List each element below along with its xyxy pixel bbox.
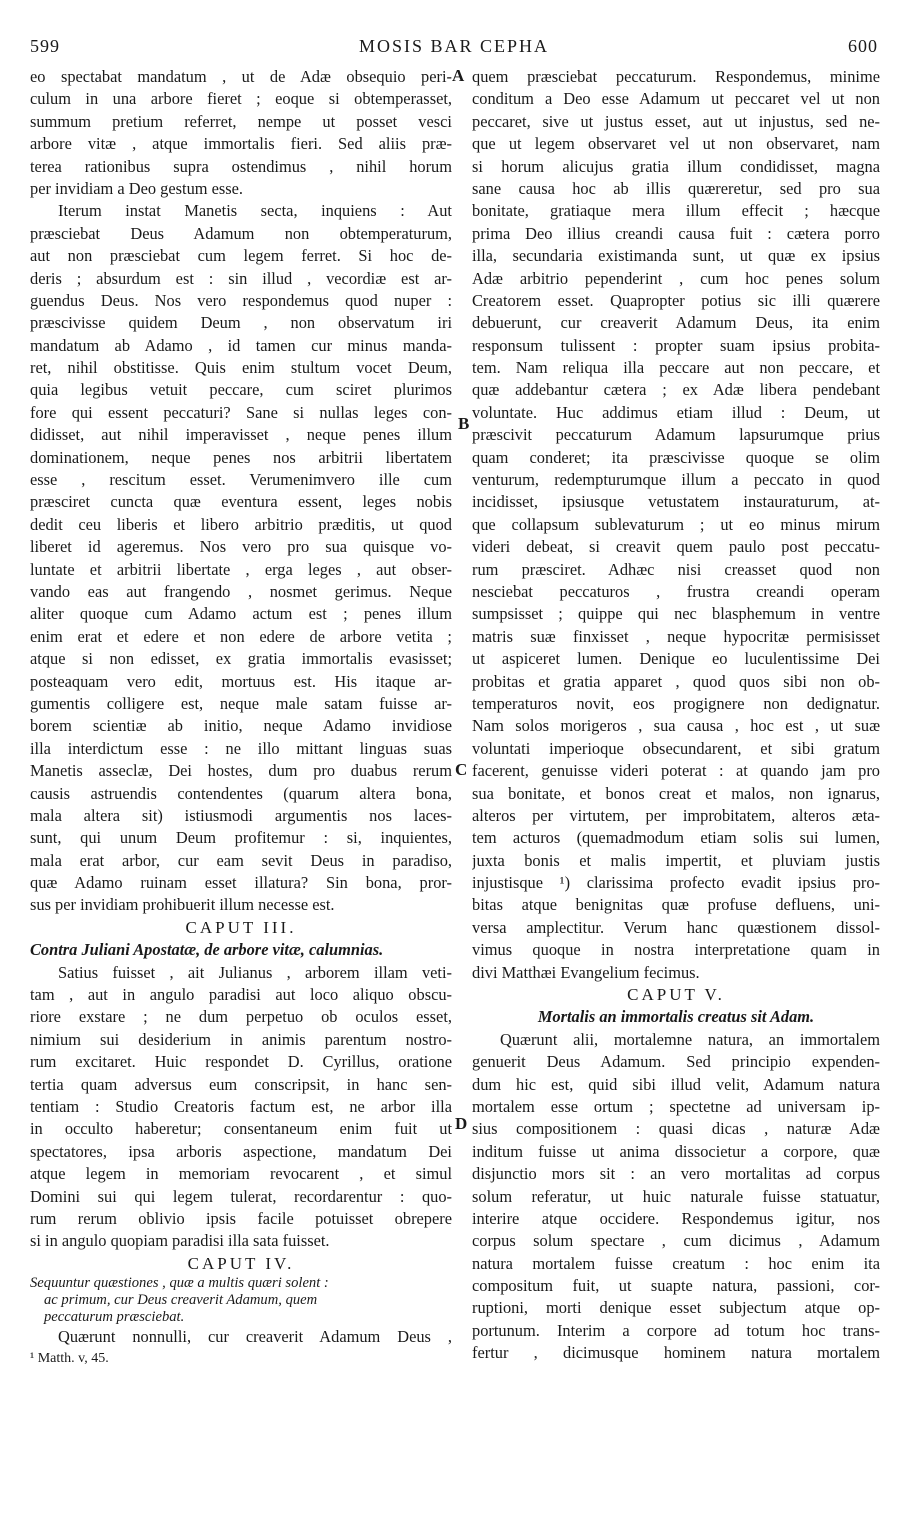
left-column-text-line: culum in una arbore fieret ; eoque si obtemperasset, [30,89,452,109]
right-column-text-line: Creatorem esset. Quapropter potius sic illi quærere [472,290,880,310]
right-column-text-line: sane causa hoc ab illis quæreretur, sed pro sua [472,178,880,198]
right-column-text-line: Quærunt alii, mortalemne natura, an immortalem [500,1029,880,1049]
right-column-text-line: prima Deo illius creandi causa fuit : cætera porro [472,223,880,243]
left-column-text-line: mandatum ab Adamo , id tamen cur minus manda- [30,335,452,355]
left-column-text-line: tertia quam adversus eum conscripsit, in hanc sen- [30,1074,452,1094]
left-column-text-line: quia legibus vetuit peccare, cum sciret plurimos [30,380,452,400]
right-column-text-line: quem præsciebat peccaturum. Respondemus, minime [472,67,880,86]
right-column-text-line: vimus quoque in nostra interpretatione quam in [472,940,880,960]
left-column-text-line: tam , aut in angulo paradisi aut loco aliquo obscu- [30,985,452,1005]
margin-marker-a: A [452,66,465,85]
right-column-text-line: videri debeat, si creavit quem paulo post peccatu- [472,537,880,557]
left-column-text-line: rum excitaret. Huic respondet D. Cyrillus, oratione [30,1052,452,1072]
right-column-text-line: corpus solum spectare , cum dicimus , Adamum [472,1231,880,1251]
left-column [30,66,452,1371]
right-column-text-line: bitas atque benignitas quæ profuse defluens, uni- [472,895,880,915]
left-column-text-line: si in angulo quopiam paradisi illa sata fuisset. [30,1231,330,1251]
left-column-text-line: tentiam : Studio Creatoris factum est, ne arbor illa [30,1096,452,1116]
right-column-text-line: responsum tulissent : propter suam ipsius probita- [472,335,880,355]
left-column-text-line: Iterum instat Manetis secta, inquiens : Aut [58,201,452,221]
left-column-text-line: atque si non edisset, ex gratia immortalis evasisset; [30,649,452,669]
left-column-text-line: illa interdictum esse : ne illo mittant linguas suas [30,738,452,758]
left-column-text-line: quæ Adamo ruinam esset illatura? Sin bona, pror- [30,873,452,893]
right-column-text-line: sumpsisset ; quippe qui nec blasphemum in ventre [472,604,880,624]
left-column-text-line: ret, nihil obstitisse. Quis enim stultum vocet Deum, [30,358,452,378]
left-column-text-line: præsciebat Deus Adamum non obtemperaturum, [30,223,452,243]
chapter-heading: CAPUT V. [627,985,725,1005]
right-column-text-line: sius compositionem : quasi dicas , naturæ Adæ [472,1119,880,1139]
right-column-text-line: incidisset, ipsiusque vetustatem instauraturum, at- [472,492,880,512]
right-column-text-line: tem acturos (quemadmodum etiam solis sui lumen, [472,828,880,848]
chapter-subtitle: peccaturum præsciebat. [44,1309,185,1326]
right-column-text-line: voluntati imperioque obsecundarent, et sibi gratum [472,738,880,758]
left-column-text-line: Quærunt nonnulli, cur creaverit Adamum Deus , [58,1327,452,1347]
right-column-text-line: peccaret, sive ut justus esset, aut ut injustus, sed ne- [472,111,880,131]
left-column-text-line: atque legem in memoriam revocarent , et simul [30,1164,452,1184]
right-column-text-line: rum præsciret. Adhæc nisi creasset quod non [472,559,880,579]
right-column-text-line: fertur , dicimusque hominem natura mortalem [472,1343,880,1363]
right-column-text-line: tem. Nam reliqua illa peccare aut non peccare, et [472,358,880,378]
right-column-text-line: interire atque occidere. Respondemus igitur, nos [472,1208,880,1228]
right-column-text-line: voluntate. Huc addimus etiam illud : Deum, ut [472,402,880,422]
left-column-text-line: sus per invidiam prohibuerit illum necesse est. [30,895,335,915]
right-column-text-line: injustisque ¹) clarissima profecto evadit ipsius pro- [472,873,880,893]
left-column-text-line: guendus Deus. Nos vero respondemus quod nuper : [30,290,452,310]
right-column-text-line: que ut legem observaret vel ut non observaret, nam [472,134,880,154]
margin-marker-b: B [458,414,470,433]
left-column-text-line: liberet id ageremus. Nos vero pro sua quisque vo- [30,537,452,557]
right-column-text-line: solum referatur, ut huic naturale fuisse statuatur, [472,1186,880,1206]
left-column-text-line: spectatores, ipsa arboris aspectione, mandatum Dei [30,1141,452,1161]
right-column-text-line: versa amplectitur. Verum hanc quæstionem dissol- [472,917,880,937]
right-column-text-line: probitas et gratia apparet , quod quos sibi non ob- [472,671,880,691]
left-column-text-line: fore qui essent peccaturi? Sane si nullas leges con- [30,402,452,422]
left-column-text-line: luntate et arbitrii libertate , erga leges , aut obser- [30,559,452,579]
right-column-text-line: Nam solos morigeros , sua causa , hoc est , ut suæ [472,716,880,736]
left-column-text-line: rum rerum oblivio ipsis facile potuisset obrepere [30,1208,452,1228]
left-column-text-line: in occulto haberetur; consentaneum enim fuit ut [30,1119,452,1139]
left-column-text-line: Satius fuisset , ait Julianus , arborem illam veti- [58,962,452,982]
left-column-text-line: dominationem, neque penes nos arbitrii libertatem [30,447,452,467]
right-column-text-line: natura mortalem fuisse creatum : hoc enim ita [472,1253,880,1273]
right-column-text-line: compositum fuit, ut suapte natura, passioni, cor- [472,1276,880,1296]
left-column-text-line: eo spectabat mandatum , ut de Adæ obsequio peri- [30,67,452,86]
left-column-text-line: arbore vitæ , atque immortalis fieri. Sed aliis præ- [30,134,452,154]
right-column-text-line: Adæ arbitrio pependerint , cum hoc penes solum [472,268,880,288]
margin-marker-c: C [455,760,468,779]
right-column-text-line: si horum alicujus gratia illum condidisset, magna [472,156,880,176]
right-column-text-line: matris suæ finxisset , neque hypocritæ permisisset [472,626,880,646]
right-column-text-line: temperaturos novit, eos progignere non dedignatur. [472,693,880,713]
page-number-right: 600 [848,36,878,56]
left-column-text-line: summum pretium referret, nempe ut posset vesci [30,111,452,131]
right-column-text-line: venturum, redempturumque illum a peccato in quod [472,470,880,490]
right-column-text-line: mortalem esse ortum ; spectetne ad universam ip- [472,1096,880,1116]
page-header [30,36,878,60]
right-column-text-line: ut aspiceret lumen. Denique eo luculentissime Dei [472,649,880,669]
right-column-text-line: præscivit peccaturum Adamum lapsurumque prius [472,425,880,445]
chapter-subtitle: ac primum, cur Deus creaverit Adamum, quem [44,1292,318,1309]
left-column-text-line: dedit ceu liberis et libero arbitrio præditis, ut quod [30,514,452,534]
right-column-text-line: quam conderet; ita præscivisse quoque se olim [472,447,880,467]
left-column-text-line: nimium sui desiderium in animis parentum nostro- [30,1029,452,1049]
margin-marker-d: D [455,1114,468,1133]
left-column-text-line: Domini sui qui legem tulerat, recordarentur : quo- [30,1186,452,1206]
right-column-text-line: debuerunt, cur creaverit Adamum Deus, ita enim [472,313,880,333]
right-column-text-line: genuerit Deus Adamum. Sed principio expenden- [472,1052,880,1072]
chapter-heading: CAPUT IV. [187,1253,295,1273]
left-column-text-line: mala erat arbor, cur eam sevit Deus in paradiso, [30,850,452,870]
left-column-text-line: borem scientiæ ab initio, neque Adamo invidiose [30,716,452,736]
right-column-text-line: bonitate, gratiaque mera illum effecit ; hæcque [472,201,880,221]
chapter-subtitle: Sequuntur quæstiones , quæ a multis quæri solent : [30,1275,329,1292]
page-number-left: 599 [30,36,60,56]
left-column-text-line: mala altera sit) istiusmodi argumentis nos laces- [30,805,452,825]
left-column-text-line: vando eas aut frangendo , nosmet gerimus. Neque [30,581,452,601]
left-column-text-line: terea rationibus supra ostendimus , nihil horum [30,156,452,176]
left-column-text-line: deris ; absurdum est : sin illud , vecordiæ est ar- [30,268,452,288]
right-column-text-line: nesciebat peccaturos , frustra creandi operam [472,581,880,601]
right-column-text-line: alteros per virtutem, per improbitatem, alteros æta- [472,805,880,825]
left-column-text-line: aut non præsciebat cum legem ferret. Si hoc de- [30,246,452,266]
right-column-text-line: illa, secundaria existimanda sunt, ut quæ ex ipsius [472,246,880,266]
right-column-text-line: portunum. Interim a corpore ad totum hoc trans- [472,1320,880,1340]
right-column-text-line: divi Matthæi Evangelium fecimus. [472,962,700,982]
right-column-text-line: inditum fuisse ut anima dissocietur a corpore, quæ [472,1141,880,1161]
chapter-heading: CAPUT III. [185,917,297,937]
running-title: MOSIS BAR CEPHA [358,36,550,56]
left-column-text-line: per invidiam a Deo gestum esse. [30,178,244,198]
chapter-subtitle: Contra Juliani Apostatæ, de arbore vitæ, calumnias. [30,940,384,960]
right-column-text-line: juxta bonis et malis impertit, et pluviam justis [472,850,880,870]
left-column-text-line: gumentis colligere est, neque male satam fuisse ar- [30,693,452,713]
chapter-subtitle: Mortalis an immortalis creatus sit Adam. [537,1007,815,1027]
left-column-text-line: riore exstare ; ne dum perpetuo ob oculos esset, [30,1007,452,1027]
right-column-text-line: sua bonitate, et bonos creat et malos, non ignarus, [472,783,880,803]
right-column-text-line: ruptioni, morti denique esset subjectum atque op- [472,1298,880,1318]
right-column-text-line: disjunctio mors sit : an vero mortalitas ad corpus [472,1164,880,1184]
right-column-text-line: que collapsum sublevaturum ; ut eo minus mirum [472,514,880,534]
left-column-text-line: didisset, aut nihil imperavisset , neque penes illum [30,425,452,445]
left-column-text-line: sunt, qui unum Deum profitemur : si, inquientes, [30,828,452,848]
left-column-text-line: præscivisse quidem Deum , non observatum iri [30,313,452,333]
left-column-text-line: enim erat et edere et non edere de arbore vetita ; [30,626,452,646]
right-column [472,66,880,1365]
left-column-text-line: causis astruendis contendentes (quarum altera bona, [30,783,452,803]
right-column-text-line: dum hic est, quid sibi illud velit, Adamum natura [472,1074,880,1094]
left-column-text-line: posteaquam vero edit, mortuus est. His itaque ar- [30,671,452,691]
right-column-text-line: conditum a Deo esse Adamum ut peccaret vel ut non [472,89,880,109]
left-column-text-line: esse , rescitum esset. Verumenimvero ille cum [30,470,452,490]
footnote: ¹ Matth. v, 45. [30,1351,109,1367]
right-column-text-line: facerent, genuisse videri poterat : at quando jam pro [472,761,880,781]
left-column-text-line: præsciret cuncta quæ eventura essent, leges nobis [30,492,452,512]
right-column-text-line: quæ addebantur cætera ; ex Adæ libera pendebant [472,380,880,400]
left-column-text-line: Manetis asseclæ, Dei hostes, dum pro duabus rerum [30,761,452,781]
left-column-text-line: aliter quoque cum Adamo actum est ; penes illum [30,604,452,624]
